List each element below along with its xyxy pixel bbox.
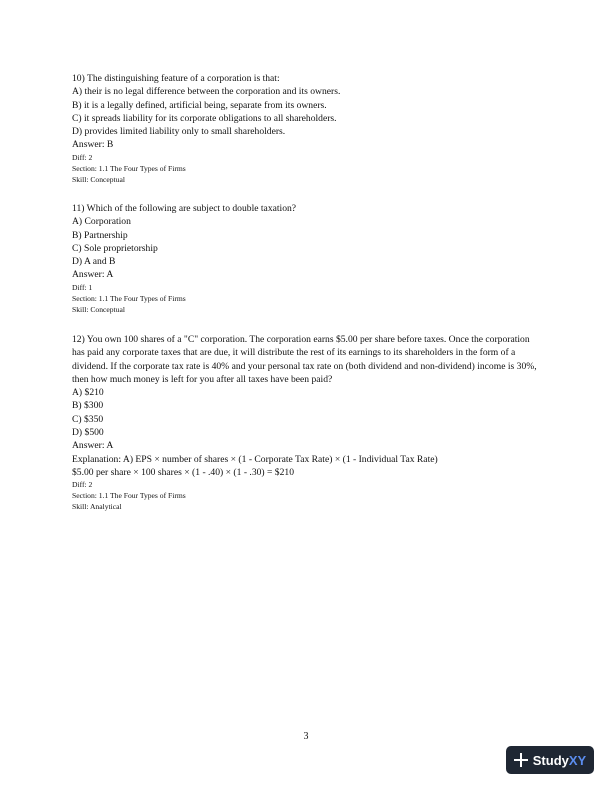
question-10 [72,72,542,185]
option-c: C) Sole proprietorship [72,242,158,254]
option-b: B) Partnership [72,229,128,241]
badge-suffix: XY [568,752,587,768]
studyxy-badge[interactable] [506,746,594,774]
option-d: D) provides limited liability only to small shareholders. [72,126,286,138]
difficulty: Diff: 2 [72,152,93,162]
badge-word: Study [532,752,569,768]
answer: Answer: A [72,269,114,281]
explanation: Explanation: A) EPS × number of shares × (1 - Corporate Tax Rate) × (1 - Individual Tax Rate) [72,453,438,465]
option-d: D) $500 [72,427,104,439]
section: Section: 1.1 The Four Types of Firms [72,491,186,501]
question-stem: 10) The distinguishing feature of a corporation is that: [72,73,280,84]
option-c: C) it spreads liability for its corporate obligations to all shareholders. [72,112,337,124]
difficulty: Diff: 1 [72,282,93,292]
difficulty: Diff: 2 [72,480,93,490]
option-b: B) $300 [72,400,104,412]
option-a: A) $210 [72,387,104,399]
section: Section: 1.1 The Four Types of Firms [72,293,186,303]
option-a: A) Corporation [72,216,131,228]
skill: Skill: Conceptual [72,174,125,184]
skill: Skill: Analytical [72,502,122,512]
option-c: C) $350 [72,413,104,425]
option-a: A) their is no legal difference between the corporation and its owners. [72,86,341,98]
page-number: 3 [303,731,309,742]
skill: Skill: Conceptual [72,304,125,314]
section: Section: 1.1 The Four Types of Firms [72,163,186,173]
question-11 [72,202,542,315]
option-b: B) it is a legally defined, artificial being, separate from its owners. [72,99,327,111]
option-d: D) A and B [72,256,116,268]
answer: Answer: B [72,139,114,151]
plus-icon [514,753,528,767]
question-stem: 12) You own 100 shares of a "C" corporation. The corporation earns $5.00 per share before taxes. Once the corporation has paid any corporate taxes that are due, it will distribute the rest of its earnings to its shareholders in the form of a dividend. If the corporate tax rate is 40% and your personal tax rate on (both dividend and non-dividend) income is 30%, then how much money is left for you after all taxes have been paid? [72,334,537,385]
calculation: $5.00 per share × 100 shares × (1 - .40) × (1 - .30) = $210 [72,466,294,478]
question-12 [72,333,542,512]
answer: Answer: A [72,440,114,452]
question-stem: 11) Which of the following are subject to double taxation? [72,203,297,214]
